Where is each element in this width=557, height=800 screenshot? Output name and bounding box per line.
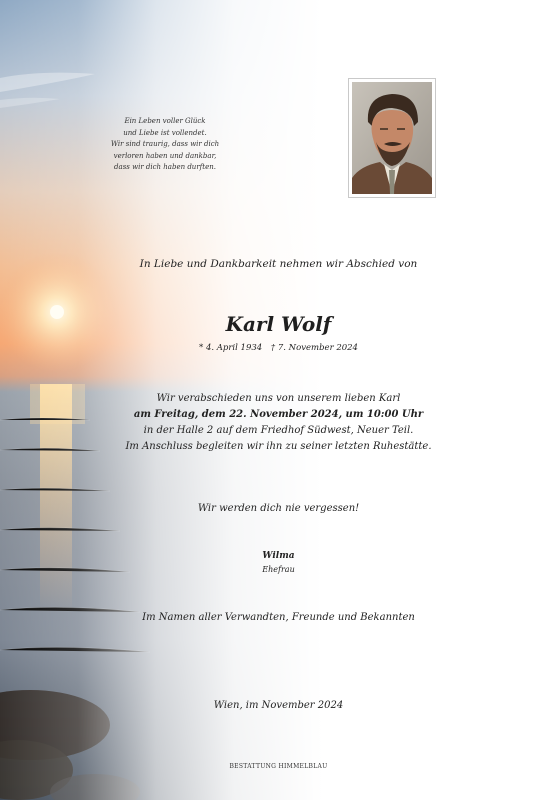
portrait-photo-frame	[348, 78, 436, 198]
poem-line: Ein Leben voller Glück	[124, 117, 206, 125]
death-date: † 7. November 2024	[270, 343, 358, 353]
birth-date: * 4. April 1934	[199, 343, 263, 353]
place-and-date: Wien, im November 2024	[213, 700, 344, 711]
ceremony-location: in der Halle 2 auf dem Friedhof Südwest, Neuer Teil.	[143, 425, 414, 436]
deceased-name: Karl Wolf	[225, 312, 332, 336]
poem-line: verloren haben und dankbar,	[113, 151, 217, 160]
ceremony-line: Im Anschluss begleiten wir ihn zu seiner letzten Ruhestätte.	[125, 441, 432, 452]
memorial-quote: Wir werden dich nie vergessen!	[197, 503, 360, 514]
poem-line: und Liebe ist vollendet.	[123, 128, 207, 137]
ceremony-line: Wir verabschieden uns von unserem lieben Karl	[156, 393, 401, 404]
ceremony-details	[0, 391, 557, 455]
poem-line: Wir sind traurig, dass wir dich	[110, 140, 220, 148]
mourner-name: Wilma	[262, 551, 295, 561]
mourner-relation: Ehefrau	[262, 565, 295, 574]
relatives-line: Im Namen aller Verwandten, Freunde und Bekannten	[142, 612, 415, 623]
poem-line: dass wir dich haben durften.	[114, 163, 216, 171]
poem	[85, 116, 245, 174]
portrait-photo	[352, 82, 432, 194]
funeral-home: BESTATTUNG HIMMELBLAU	[229, 763, 328, 770]
farewell-intro: In Liebe und Dankbarkeit nehmen wir Abschied von	[139, 258, 418, 270]
life-dates	[0, 343, 557, 353]
ceremony-date-time: am Freitag, dem 22. November 2024, um 10:00 Uhr	[133, 409, 424, 420]
